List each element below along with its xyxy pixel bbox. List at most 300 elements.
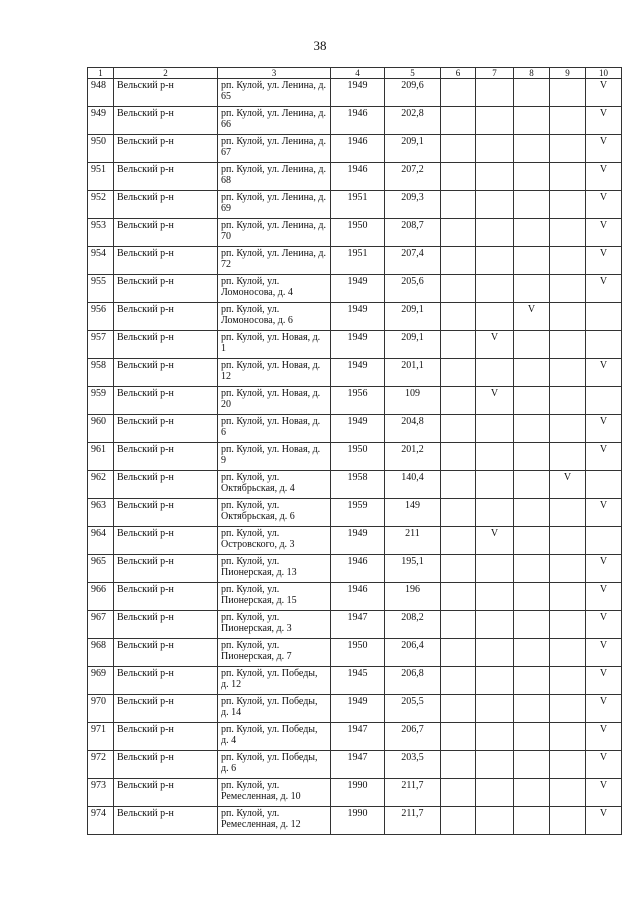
address-cell: рп. Кулой, ул. Ломоносова, д. 6 (218, 303, 331, 331)
district-cell: Вельский р-н (114, 247, 218, 275)
year-cell: 1947 (331, 611, 385, 639)
address-cell: рп. Кулой, ул. Островского, д. 3 (218, 527, 331, 555)
row-number: 955 (88, 275, 114, 303)
year-cell: 1946 (331, 555, 385, 583)
area-cell: 109 (385, 387, 441, 415)
column-9-cell (550, 527, 586, 555)
row-number: 972 (88, 751, 114, 779)
column-10-cell: V (586, 555, 622, 583)
year-cell: 1990 (331, 807, 385, 835)
column-6-cell (441, 163, 476, 191)
column-header: 6 (441, 68, 476, 79)
district-cell: Вельский р-н (114, 499, 218, 527)
column-7-cell (476, 247, 514, 275)
column-6-cell (441, 191, 476, 219)
area-cell: 205,6 (385, 275, 441, 303)
district-cell: Вельский р-н (114, 303, 218, 331)
column-10-cell: V (586, 415, 622, 443)
row-number: 974 (88, 807, 114, 835)
column-10-cell: V (586, 163, 622, 191)
column-8-cell (514, 639, 550, 667)
row-number: 953 (88, 219, 114, 247)
column-7-cell (476, 415, 514, 443)
column-8-cell (514, 135, 550, 163)
row-number: 956 (88, 303, 114, 331)
year-cell: 1949 (331, 275, 385, 303)
area-cell: 209,6 (385, 79, 441, 107)
district-cell: Вельский р-н (114, 779, 218, 807)
area-cell: 202,8 (385, 107, 441, 135)
column-10-cell: V (586, 275, 622, 303)
district-cell: Вельский р-н (114, 611, 218, 639)
area-cell: 209,1 (385, 331, 441, 359)
table-row (88, 555, 622, 583)
column-10-cell: V (586, 583, 622, 611)
column-8-cell (514, 275, 550, 303)
district-cell: Вельский р-н (114, 583, 218, 611)
area-cell: 211,7 (385, 779, 441, 807)
column-9-cell (550, 219, 586, 247)
column-6-cell (441, 583, 476, 611)
area-cell: 209,1 (385, 135, 441, 163)
column-8-cell (514, 779, 550, 807)
area-cell: 207,4 (385, 247, 441, 275)
column-header: 7 (476, 68, 514, 79)
table-row (88, 667, 622, 695)
area-cell: 207,2 (385, 163, 441, 191)
column-10-cell: V (586, 191, 622, 219)
district-cell: Вельский р-н (114, 219, 218, 247)
area-cell: 209,1 (385, 303, 441, 331)
year-cell: 1949 (331, 331, 385, 359)
area-cell: 211,7 (385, 807, 441, 835)
district-cell: Вельский р-н (114, 107, 218, 135)
column-8-cell (514, 191, 550, 219)
year-cell: 1945 (331, 667, 385, 695)
year-cell: 1950 (331, 219, 385, 247)
address-cell: рп. Кулой, ул. Пионерская, д. 7 (218, 639, 331, 667)
column-9-cell (550, 107, 586, 135)
column-7-cell (476, 219, 514, 247)
column-10-cell: V (586, 107, 622, 135)
column-6-cell (441, 695, 476, 723)
address-cell: рп. Кулой, ул. Ленина, д. 66 (218, 107, 331, 135)
row-number: 948 (88, 79, 114, 107)
district-cell: Вельский р-н (114, 191, 218, 219)
column-6-cell (441, 415, 476, 443)
column-8-cell (514, 695, 550, 723)
address-cell: рп. Кулой, ул. Ленина, д. 70 (218, 219, 331, 247)
district-cell: Вельский р-н (114, 667, 218, 695)
district-cell: Вельский р-н (114, 723, 218, 751)
table-row (88, 583, 622, 611)
table-row (88, 163, 622, 191)
row-number: 954 (88, 247, 114, 275)
year-cell: 1949 (331, 695, 385, 723)
column-7-cell (476, 79, 514, 107)
address-cell: рп. Кулой, ул. Победы, д. 12 (218, 667, 331, 695)
table-row (88, 331, 622, 359)
row-number: 967 (88, 611, 114, 639)
column-9-cell (550, 667, 586, 695)
year-cell: 1949 (331, 359, 385, 387)
district-cell: Вельский р-н (114, 807, 218, 835)
column-6-cell (441, 611, 476, 639)
table-row (88, 135, 622, 163)
year-cell: 1947 (331, 723, 385, 751)
area-cell: 208,2 (385, 611, 441, 639)
column-9-cell (550, 695, 586, 723)
address-cell: рп. Кулой, ул. Пионерская, д. 13 (218, 555, 331, 583)
column-8-cell (514, 583, 550, 611)
column-header: 8 (514, 68, 550, 79)
district-cell: Вельский р-н (114, 443, 218, 471)
year-cell: 1958 (331, 471, 385, 499)
row-number: 960 (88, 415, 114, 443)
column-9-cell (550, 359, 586, 387)
table-row (88, 247, 622, 275)
column-6-cell (441, 443, 476, 471)
table-row (88, 275, 622, 303)
area-cell: 206,8 (385, 667, 441, 695)
address-cell: рп. Кулой, ул. Октябрьская, д. 6 (218, 499, 331, 527)
table-row (88, 191, 622, 219)
column-9-cell (550, 499, 586, 527)
column-10-cell: V (586, 247, 622, 275)
address-cell: рп. Кулой, ул. Новая, д. 1 (218, 331, 331, 359)
table-row (88, 303, 622, 331)
column-10-cell (586, 387, 622, 415)
column-7-cell (476, 723, 514, 751)
row-number: 962 (88, 471, 114, 499)
row-number: 966 (88, 583, 114, 611)
address-cell: рп. Кулой, ул. Ленина, д. 65 (218, 79, 331, 107)
column-9-cell (550, 135, 586, 163)
column-header: 10 (586, 68, 622, 79)
table-row (88, 695, 622, 723)
row-number: 963 (88, 499, 114, 527)
column-9-cell (550, 415, 586, 443)
housing-table (87, 67, 622, 835)
address-cell: рп. Кулой, ул. Новая, д. 20 (218, 387, 331, 415)
year-cell: 1950 (331, 639, 385, 667)
address-cell: рп. Кулой, ул. Пионерская, д. 15 (218, 583, 331, 611)
column-8-cell (514, 415, 550, 443)
column-7-cell (476, 695, 514, 723)
table-row (88, 639, 622, 667)
column-8-cell (514, 611, 550, 639)
district-cell: Вельский р-н (114, 555, 218, 583)
address-cell: рп. Кулой, ул. Пионерская, д. 3 (218, 611, 331, 639)
area-cell: 201,2 (385, 443, 441, 471)
column-8-cell (514, 79, 550, 107)
column-10-cell: V (586, 779, 622, 807)
column-10-cell: V (586, 135, 622, 163)
column-6-cell (441, 135, 476, 163)
column-8-cell (514, 247, 550, 275)
column-6-cell (441, 275, 476, 303)
table-row (88, 415, 622, 443)
year-cell: 1956 (331, 387, 385, 415)
row-number: 964 (88, 527, 114, 555)
column-9-cell (550, 191, 586, 219)
table-row (88, 779, 622, 807)
row-number: 971 (88, 723, 114, 751)
row-number: 968 (88, 639, 114, 667)
column-8-cell (514, 527, 550, 555)
year-cell: 1947 (331, 751, 385, 779)
address-cell: рп. Кулой, ул. Ленина, д. 69 (218, 191, 331, 219)
column-10-cell (586, 527, 622, 555)
table-row (88, 443, 622, 471)
row-number: 952 (88, 191, 114, 219)
table-row (88, 79, 622, 107)
column-10-cell: V (586, 695, 622, 723)
column-8-cell: V (514, 303, 550, 331)
table-row (88, 723, 622, 751)
column-9-cell: V (550, 471, 586, 499)
column-9-cell (550, 331, 586, 359)
district-cell: Вельский р-н (114, 163, 218, 191)
column-8-cell (514, 471, 550, 499)
column-6-cell (441, 807, 476, 835)
year-cell: 1946 (331, 107, 385, 135)
address-cell: рп. Кулой, ул. Победы, д. 4 (218, 723, 331, 751)
year-cell: 1949 (331, 527, 385, 555)
column-6-cell (441, 387, 476, 415)
column-7-cell (476, 107, 514, 135)
row-number: 961 (88, 443, 114, 471)
table-row (88, 359, 622, 387)
column-7-cell (476, 135, 514, 163)
column-6-cell (441, 499, 476, 527)
district-cell: Вельский р-н (114, 79, 218, 107)
area-cell: 209,3 (385, 191, 441, 219)
column-header: 9 (550, 68, 586, 79)
page-number: 38 (313, 38, 327, 53)
column-8-cell (514, 807, 550, 835)
column-10-cell (586, 331, 622, 359)
column-6-cell (441, 107, 476, 135)
table-row (88, 219, 622, 247)
column-9-cell (550, 583, 586, 611)
district-cell: Вельский р-н (114, 471, 218, 499)
column-header: 2 (114, 68, 218, 79)
column-7-cell: V (476, 331, 514, 359)
column-10-cell: V (586, 807, 622, 835)
column-10-cell: V (586, 359, 622, 387)
address-cell: рп. Кулой, ул. Победы, д. 14 (218, 695, 331, 723)
column-8-cell (514, 359, 550, 387)
column-10-cell (586, 303, 622, 331)
column-9-cell (550, 247, 586, 275)
column-header: 1 (88, 68, 114, 79)
column-8-cell (514, 163, 550, 191)
column-9-cell (550, 275, 586, 303)
area-cell: 206,4 (385, 639, 441, 667)
column-7-cell (476, 555, 514, 583)
row-number: 959 (88, 387, 114, 415)
area-cell: 196 (385, 583, 441, 611)
area-cell: 204,8 (385, 415, 441, 443)
column-header-row (88, 68, 622, 79)
district-cell: Вельский р-н (114, 695, 218, 723)
table-row (88, 527, 622, 555)
year-cell: 1950 (331, 443, 385, 471)
row-number: 973 (88, 779, 114, 807)
column-9-cell (550, 79, 586, 107)
row-number: 957 (88, 331, 114, 359)
column-8-cell (514, 443, 550, 471)
area-cell: 149 (385, 499, 441, 527)
area-cell: 208,7 (385, 219, 441, 247)
district-cell: Вельский р-н (114, 639, 218, 667)
district-cell: Вельский р-н (114, 275, 218, 303)
column-7-cell (476, 471, 514, 499)
column-7-cell (476, 163, 514, 191)
address-cell: рп. Кулой, ул. Ремесленная, д. 10 (218, 779, 331, 807)
column-header: 5 (385, 68, 441, 79)
column-8-cell (514, 499, 550, 527)
column-7-cell (476, 779, 514, 807)
column-9-cell (550, 303, 586, 331)
year-cell: 1946 (331, 583, 385, 611)
column-7-cell (476, 359, 514, 387)
column-10-cell: V (586, 219, 622, 247)
table-body (88, 79, 622, 835)
column-10-cell: V (586, 723, 622, 751)
area-cell: 195,1 (385, 555, 441, 583)
district-cell: Вельский р-н (114, 415, 218, 443)
column-7-cell (476, 443, 514, 471)
address-cell: рп. Кулой, ул. Победы, д. 6 (218, 751, 331, 779)
column-7-cell (476, 191, 514, 219)
column-7-cell: V (476, 387, 514, 415)
column-8-cell (514, 331, 550, 359)
column-7-cell (476, 499, 514, 527)
column-10-cell: V (586, 79, 622, 107)
column-8-cell (514, 555, 550, 583)
column-6-cell (441, 639, 476, 667)
row-number: 951 (88, 163, 114, 191)
column-7-cell (476, 667, 514, 695)
row-number: 949 (88, 107, 114, 135)
column-9-cell (550, 751, 586, 779)
year-cell: 1949 (331, 79, 385, 107)
column-6-cell (441, 331, 476, 359)
table-row (88, 471, 622, 499)
column-9-cell (550, 723, 586, 751)
column-6-cell (441, 359, 476, 387)
row-number: 950 (88, 135, 114, 163)
column-10-cell: V (586, 443, 622, 471)
address-cell: рп. Кулой, ул. Новая, д. 9 (218, 443, 331, 471)
column-7-cell (476, 751, 514, 779)
address-cell: рп. Кулой, ул. Октябрьская, д. 4 (218, 471, 331, 499)
area-cell: 211 (385, 527, 441, 555)
column-6-cell (441, 471, 476, 499)
column-10-cell (586, 471, 622, 499)
column-6-cell (441, 247, 476, 275)
area-cell: 201,1 (385, 359, 441, 387)
area-cell: 206,7 (385, 723, 441, 751)
row-number: 958 (88, 359, 114, 387)
year-cell: 1949 (331, 415, 385, 443)
table-row (88, 611, 622, 639)
district-cell: Вельский р-н (114, 527, 218, 555)
address-cell: рп. Кулой, ул. Ленина, д. 68 (218, 163, 331, 191)
column-6-cell (441, 555, 476, 583)
column-7-cell (476, 275, 514, 303)
column-6-cell (441, 219, 476, 247)
address-cell: рп. Кулой, ул. Новая, д. 6 (218, 415, 331, 443)
district-cell: Вельский р-н (114, 135, 218, 163)
row-number: 970 (88, 695, 114, 723)
district-cell: Вельский р-н (114, 359, 218, 387)
column-10-cell: V (586, 751, 622, 779)
address-cell: рп. Кулой, ул. Ломоносова, д. 4 (218, 275, 331, 303)
column-6-cell (441, 751, 476, 779)
column-7-cell (476, 611, 514, 639)
address-cell: рп. Кулой, ул. Ленина, д. 67 (218, 135, 331, 163)
column-9-cell (550, 611, 586, 639)
table-row (88, 387, 622, 415)
column-8-cell (514, 667, 550, 695)
column-7-cell (476, 639, 514, 667)
column-header: 3 (218, 68, 331, 79)
column-8-cell (514, 219, 550, 247)
column-7-cell (476, 807, 514, 835)
column-6-cell (441, 779, 476, 807)
year-cell: 1990 (331, 779, 385, 807)
column-9-cell (550, 443, 586, 471)
district-cell: Вельский р-н (114, 751, 218, 779)
column-header: 4 (331, 68, 385, 79)
area-cell: 203,5 (385, 751, 441, 779)
column-9-cell (550, 639, 586, 667)
address-cell: рп. Кулой, ул. Новая, д. 12 (218, 359, 331, 387)
area-cell: 205,5 (385, 695, 441, 723)
year-cell: 1951 (331, 247, 385, 275)
column-8-cell (514, 387, 550, 415)
column-6-cell (441, 527, 476, 555)
column-10-cell: V (586, 499, 622, 527)
column-6-cell (441, 667, 476, 695)
table-row (88, 807, 622, 835)
table-row (88, 499, 622, 527)
column-6-cell (441, 303, 476, 331)
column-9-cell (550, 387, 586, 415)
address-cell: рп. Кулой, ул. Ремесленная, д. 12 (218, 807, 331, 835)
column-9-cell (550, 779, 586, 807)
column-8-cell (514, 751, 550, 779)
column-8-cell (514, 107, 550, 135)
column-9-cell (550, 163, 586, 191)
year-cell: 1951 (331, 191, 385, 219)
table-row (88, 107, 622, 135)
column-9-cell (550, 555, 586, 583)
address-cell: рп. Кулой, ул. Ленина, д. 72 (218, 247, 331, 275)
year-cell: 1946 (331, 163, 385, 191)
column-10-cell: V (586, 611, 622, 639)
area-cell: 140,4 (385, 471, 441, 499)
column-7-cell (476, 303, 514, 331)
year-cell: 1949 (331, 303, 385, 331)
column-10-cell: V (586, 667, 622, 695)
column-8-cell (514, 723, 550, 751)
column-7-cell: V (476, 527, 514, 555)
year-cell: 1959 (331, 499, 385, 527)
